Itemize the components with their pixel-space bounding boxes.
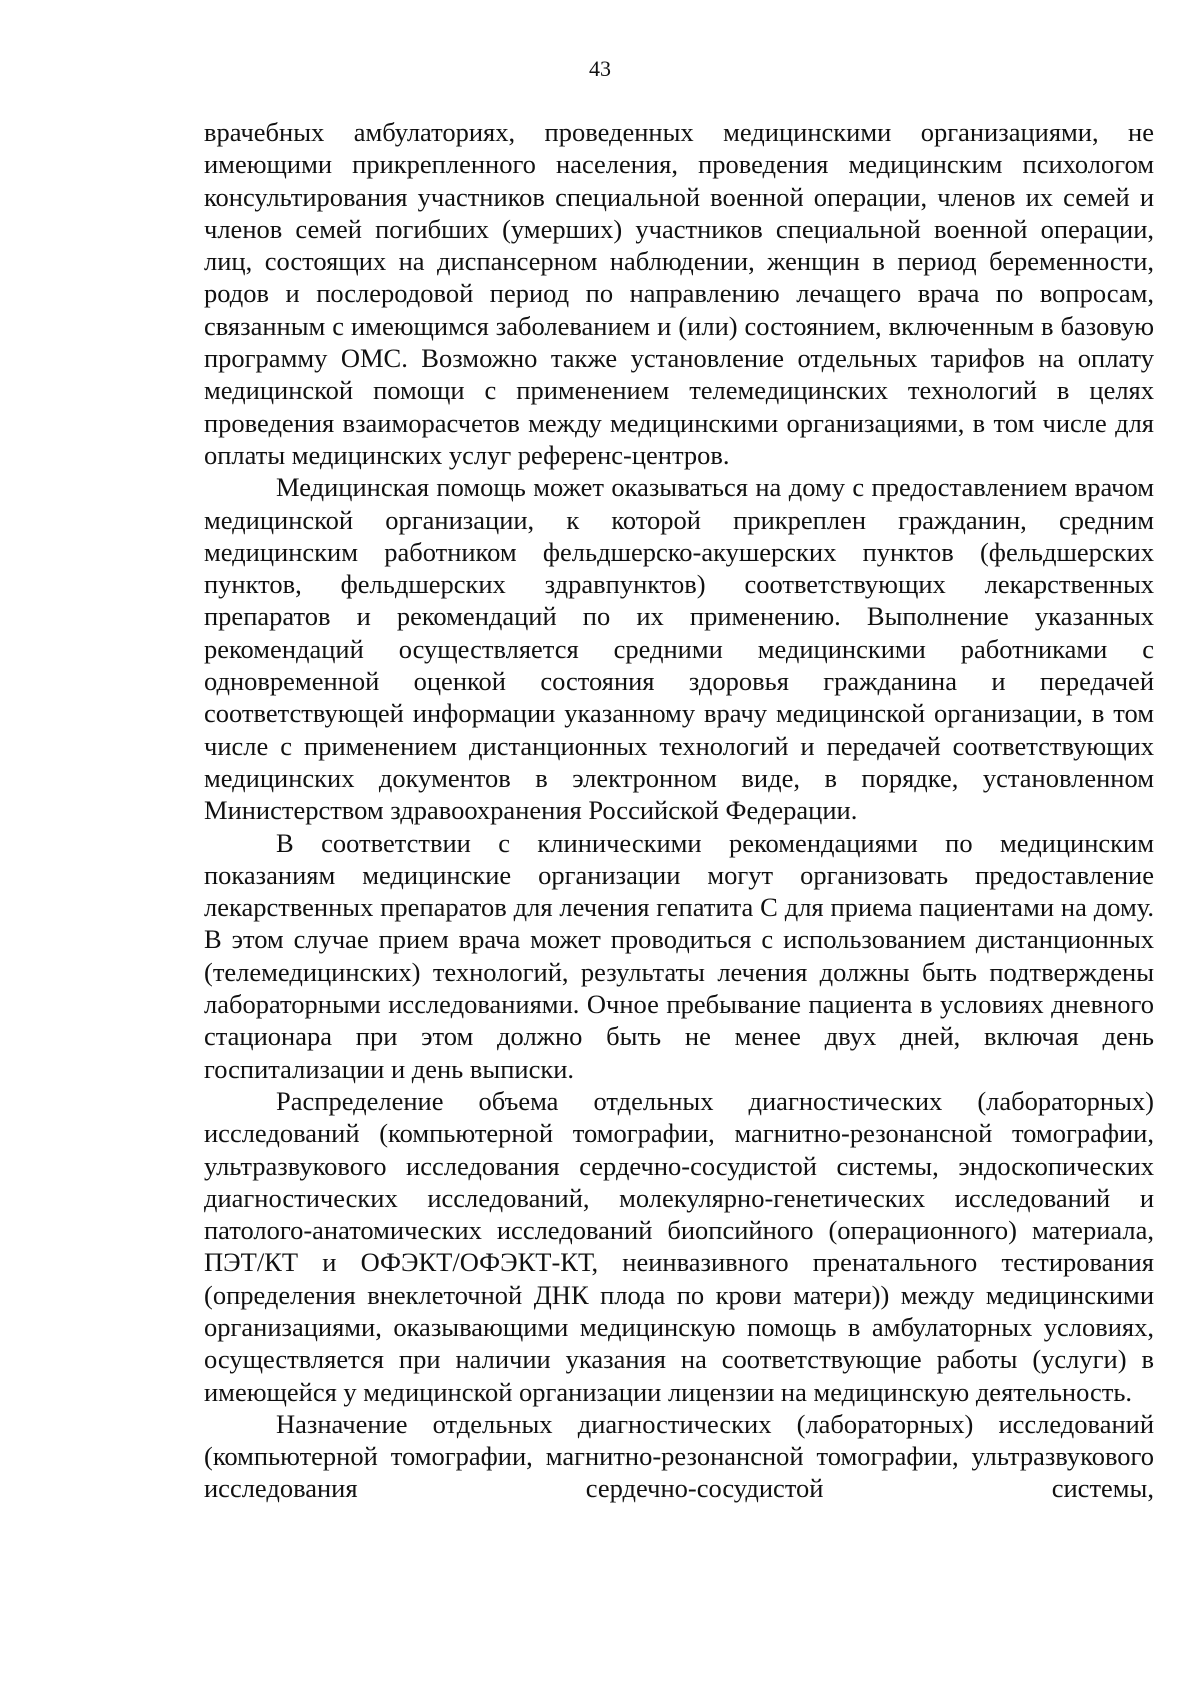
- document-body: [204, 116, 1154, 1505]
- paragraph-diagnostic-assignment: Назначение отдельных диагностических (лабораторных) исследований (компьютерной томографии, магнитно-резонансной томографии, ультразвукового исследования сердечно-сосудистой системы,: [204, 1408, 1154, 1504]
- page-number: 43: [589, 56, 611, 81]
- paragraph-telemedicine-tariffs: врачебных амбулаториях, проведенных медицинскими организациями, не имеющими прикрепленного населения, проведения медицинским психологом консультирования участников специальной военной операции, членов их семей и членов семей погибших (умерших) участников специальной военной операции, лиц, состоящих на диспансерном наблюдении, женщин в период беременности, родов и послеродовой период по направлению лечащего врача по вопросам, связанным с имеющимся заболеванием и (или) состоянием, включенным в базовую программу ОМС. Возможно также установление отдельных тарифов на оплату медицинской помощи с применением телемедицинских технологий в целях проведения взаиморасчетов между медицинскими организациями, в том числе для оплаты медицинских услуг референс-центров.: [204, 117, 1154, 470]
- paragraph-hepatitis-c: В соответствии с клиническими рекомендациями по медицинским показаниям медицинские организации могут организовать предоставление лекарственных препаратов для лечения гепатита С для приема пациентами на дому. В этом случае прием врача может проводиться с использованием дистанционных (телемедицинских) технологий, результаты лечения должны быть подтверждены лабораторными исследованиями. Очное пребывание пациента в условиях дневного стационара при этом должно быть не менее двух дней, включая день госпитализации и день выписки.: [204, 827, 1154, 1084]
- paragraph-diagnostic-distribution: Распределение объема отдельных диагностических (лабораторных) исследований (компьютерной томографии, магнитно-резонансной томографии, ультразвукового исследования сердечно-сосудистой системы, эндоскопических диагностических исследований, молекулярно-генетических исследований и патолого-анатомических исследований биопсийного (операционного) материала, ПЭТ/КТ и ОФЭКТ/ОФЭКТ-КТ, неинвазивного пренатального тестирования (определения внеклеточной ДНК плода по крови матери)) между медицинскими организациями, оказывающими медицинскую помощь в амбулаторных условиях, осуществляется при наличии указания на соответствующие работы (услуги) в имеющейся у медицинской организации лицензии на медицинскую деятельность.: [204, 1085, 1154, 1407]
- paragraph-home-care: Медицинская помощь может оказываться на дому с предоставлением врачом медицинской организации, к которой прикреплен гражданин, средним медицинским работником фельдшерско-акушерских пунктов (фельдшерских пунктов, фельдшерских здравпунктов) соответствующих лекарственных препаратов и рекомендаций по их применению. Выполнение указанных рекомендаций осуществляется средними медицинскими работниками с одновременной оценкой состояния здоровья гражданина и передачей соответствующей информации указанному врачу медицинской организации, в том числе с применением дистанционных технологий и передачей соответствующих медицинских документов в электронном виде, в порядке, установленном Министерством здравоохранения Российской Федерации.: [204, 472, 1154, 826]
